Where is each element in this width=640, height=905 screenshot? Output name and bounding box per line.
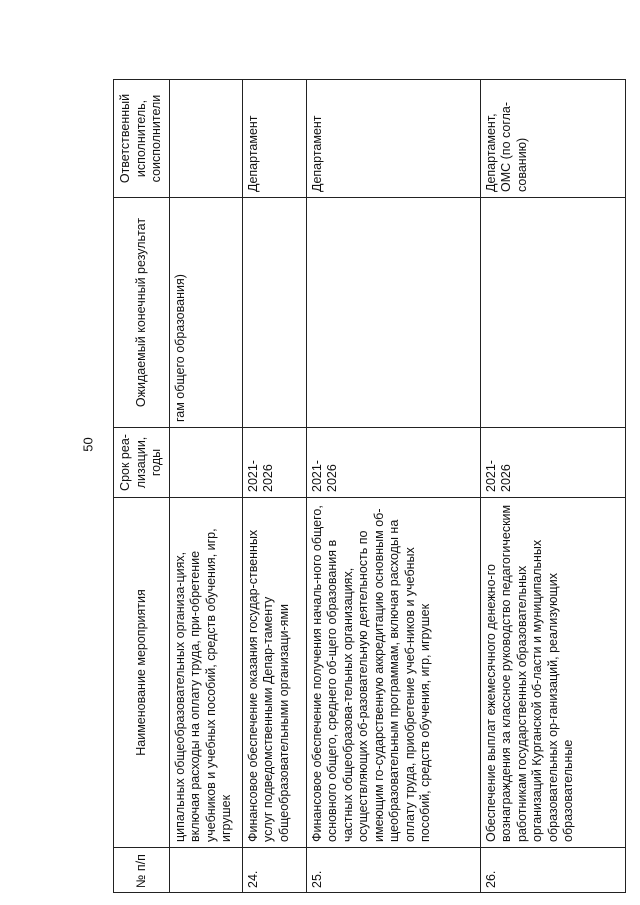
table-header-row [114, 80, 170, 893]
page-number: 50 [80, 437, 96, 452]
row-executor: Департамент, ОМС (по согла-сованию) [480, 80, 625, 198]
header-executor: Ответственный исполнитель, соисполнители [114, 80, 170, 198]
row-measure-name: Финансовое обеспечение получения началь-ного общего, основного общего, среднего об-щего образования в частных общеобразова-тельных организациях, осуществляющих об-разовательную деятельность по имеющим го-сударственную аккредитацию основным об-щеобразовательным программам, включая расходы на оплату труда, приобретение учеб-ников и учебных пособий, средств обучения, игр, игрушек [306, 498, 480, 848]
table-row [169, 80, 242, 893]
row-number [169, 848, 242, 893]
row-term [169, 428, 242, 498]
rotated-table-container [113, 80, 623, 893]
row-executor: Департамент [242, 80, 306, 198]
row-executor [169, 80, 242, 198]
row-measure-name: Финансовое обеспечение оказания государ-ственных услуг подведомственными Депар-таменту общеобразовательными организаци-ями [242, 498, 306, 848]
row-result [242, 198, 306, 428]
row-measure-name: Обеспечение выплат ежемесячного денежно-го вознаграждения за классное руководство педагогическим работникам государственных образовательных организаций Курганской об-ласти и муниципальных образовательных ор-ганизаций, реализующих образовательные [480, 498, 625, 848]
row-measure-name: ципальных общеобразовательных организа-циях, включая расходы на оплату труда, при-обретение учебников и учебных пособий, средств обучения, игр, игрушек [169, 498, 242, 848]
header-term: Срок реа-лизации, годы [114, 428, 170, 498]
header-result: Ожидаемый конечный результат [114, 198, 170, 428]
row-number: 26. [480, 848, 625, 893]
measures-table [113, 79, 626, 893]
table-row [242, 80, 306, 893]
row-term: 2021-2026 [480, 428, 625, 498]
header-num: № п/п [114, 848, 170, 893]
row-result: гам общего образования) [169, 198, 242, 428]
row-result [480, 198, 625, 428]
table-row [480, 80, 625, 893]
table-row [306, 80, 480, 893]
row-executor: Департамент [306, 80, 480, 198]
row-term: 2021-2026 [242, 428, 306, 498]
row-term: 2021-2026 [306, 428, 480, 498]
row-number: 25. [306, 848, 480, 893]
row-number: 24. [242, 848, 306, 893]
row-result [306, 198, 480, 428]
header-name: Наименование мероприятия [114, 498, 170, 848]
